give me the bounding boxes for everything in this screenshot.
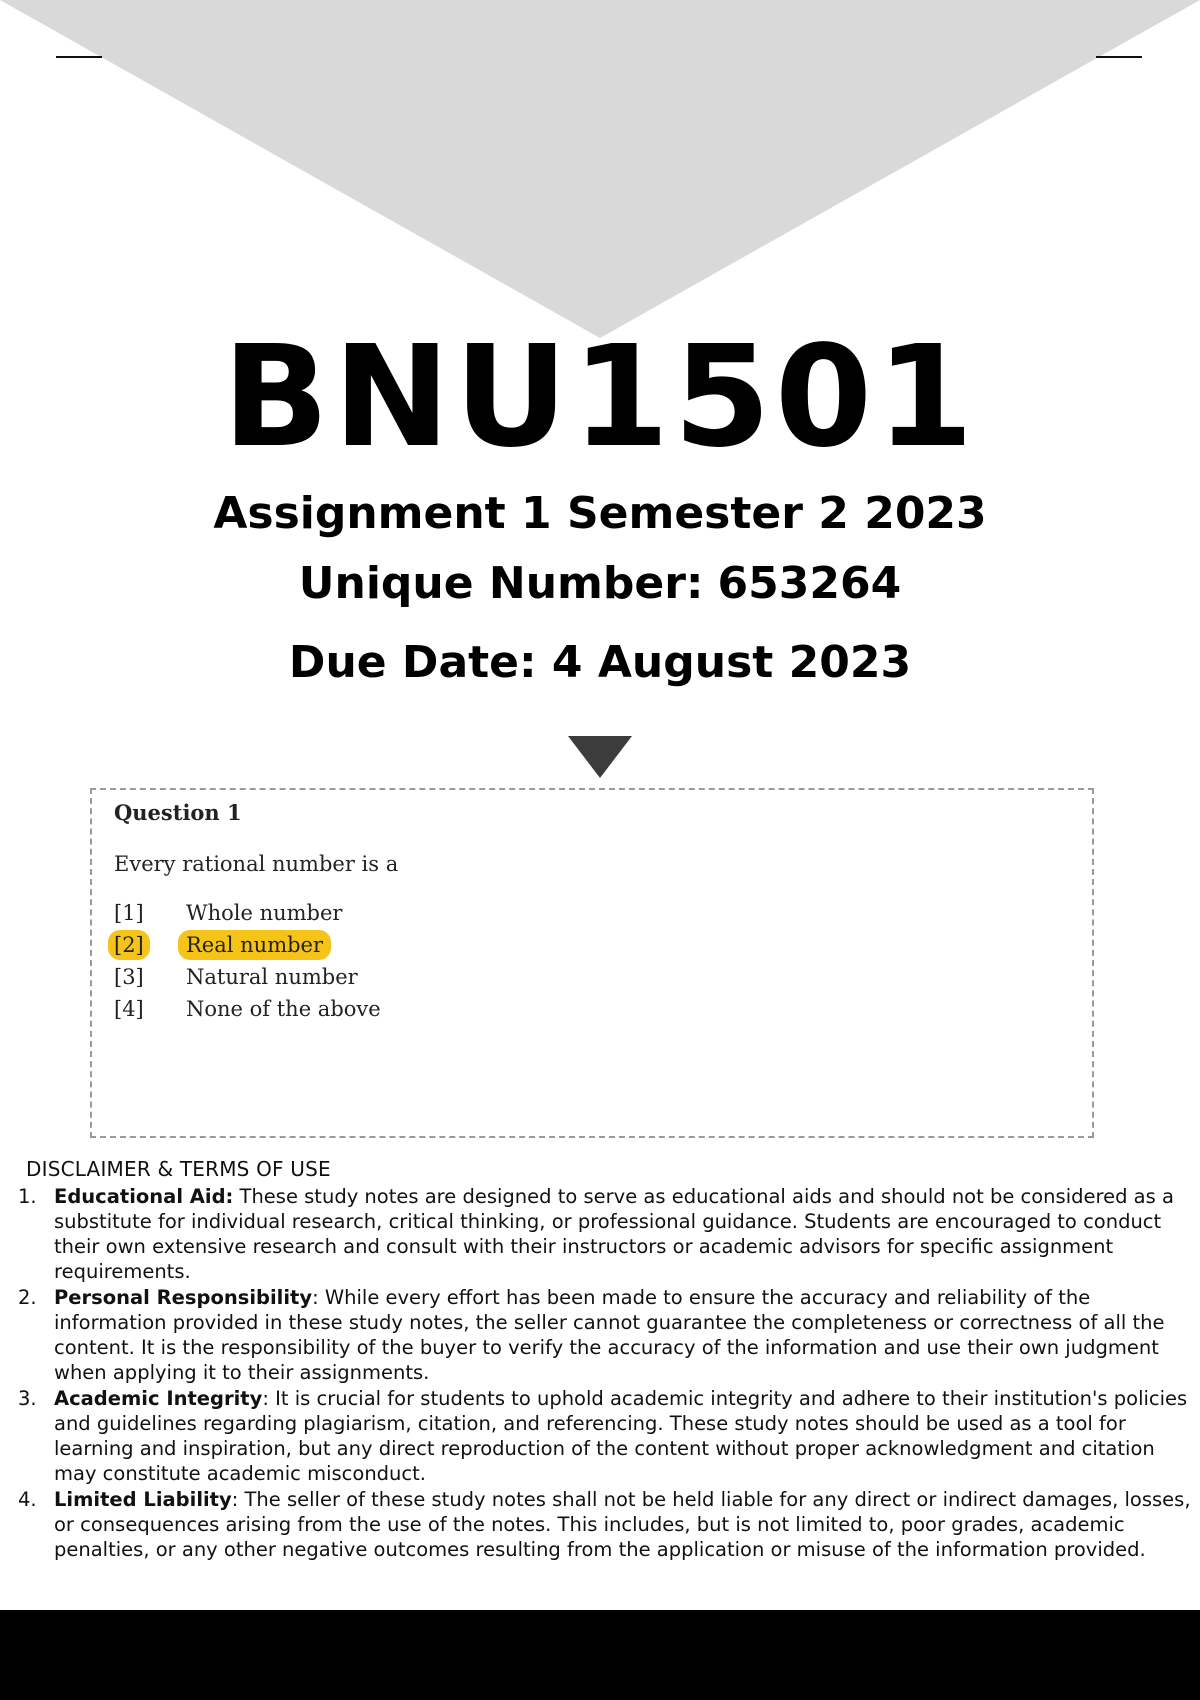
disclaimer-item-number: 2. [18,1286,37,1309]
disclaimer-item [18,1487,1192,1562]
option-text: Whole number [186,901,343,925]
disclaimer-item [18,1184,1192,1284]
course-code: BNU1501 [222,316,978,479]
question-excerpt [90,788,1094,1138]
disclaimer-item-text: : It is crucial for students to uphold academic integrity and adhere to their institution's policies and guidelines regarding plagiarism, citation, and referencing. These study notes should be used as a tool for learning and inspiration, but any direct reproduction of the content without proper acknowledgment and citation may constitute academic misconduct. [54,1387,1188,1485]
option-number: [2] [110,932,148,958]
option-number: [1] [114,901,144,925]
assignment-title: Assignment 1 Semester 2 2023 [213,488,987,539]
disclaimer-item-heading: Limited Liability [54,1488,232,1511]
disclaimer-item-heading: Academic Integrity [54,1387,263,1410]
disclaimer-item [18,1386,1192,1486]
unique-number [0,556,1200,612]
disclaimer-item-number: 1. [18,1185,37,1208]
option-text: Real number [180,932,329,958]
disclaimer-item [18,1285,1192,1385]
option-number: [4] [114,997,144,1021]
disclaimer-item-heading: Personal Responsibility [54,1286,313,1309]
due-date: Due Date: 4 August 2023 [288,637,912,688]
disclaimer-item-text: : While every effort has been made to ensure the accuracy and reliability of the information provided in these study notes, the seller cannot guarantee the completeness or correctness of all the content. It is the responsibility of the buyer to verify the accuracy of the information and use their own judgment when applying it to their assignments. [54,1286,1165,1384]
option-text: Natural number [186,965,358,989]
disclaimer-item-text: : The seller of these study notes shall not be held liable for any direct or indirect damages, losses, or consequences arising from the use of the notes. This includes, but is not limited to, poor grades, academic penalties, or any other negative outcomes resulting from the application or misuse of the information provided. [54,1488,1191,1561]
disclaimer-item-heading: Educational Aid: [54,1185,234,1208]
header-rule-left [56,56,102,58]
disclaimer-item-number: 4. [18,1488,37,1511]
disclaimer-item-text: These study notes are designed to serve as educational aids and should not be considered as a substitute for individual research, critical thinking, or professional guidance. Students are encouraged to conduct their own extensive research and consult with their instructors or academic advisors for specific assignment requirements. [54,1185,1174,1283]
option-number: [3] [114,965,144,989]
disclaimer-item-number: 3. [18,1387,37,1410]
header-rule-right [1096,56,1142,58]
question-stem: Every rational number is a [114,852,399,876]
unique-number-label: Unique Number: [298,558,704,609]
option-text: None of the above [186,997,381,1021]
disclaimer-title: DISCLAIMER & TERMS OF USE [26,1157,331,1181]
banner-chevron [0,0,1200,340]
question-title: Question 1 [114,800,242,825]
footer-bar [0,1610,1200,1700]
unique-number-value: 653264 [717,558,902,609]
down-arrow-icon [568,736,632,778]
disclaimer-section [18,1157,1192,1563]
